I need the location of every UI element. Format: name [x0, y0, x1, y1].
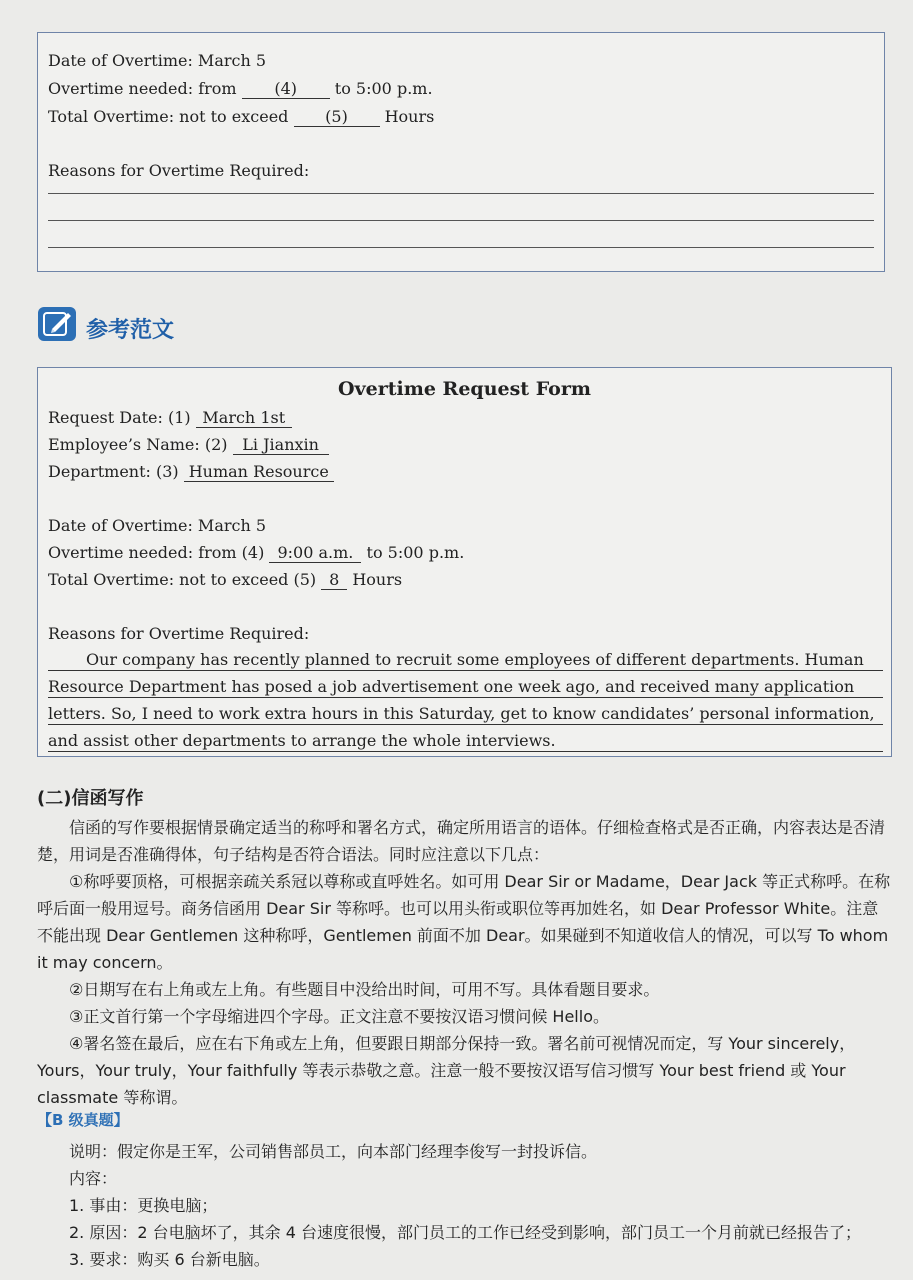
- blank-5[interactable]: (5): [294, 107, 380, 127]
- paragraph: ③正文首行第一个字母缩进四个字母。正文注意不要按汉语习惯问候 Hello。: [37, 1007, 609, 1026]
- department-value: Human Resource: [184, 462, 334, 482]
- employee-label: Employee’s Name: (2): [48, 435, 228, 454]
- request-date-value: March 1st: [196, 408, 292, 428]
- reasons-label: Reasons for Overtime Required:: [48, 624, 310, 643]
- request-date-line: [48, 408, 292, 428]
- reason-answer-line[interactable]: [48, 220, 874, 221]
- reason-answer-line[interactable]: [48, 193, 874, 194]
- list-item: 1. 事由：更换电脑；: [37, 1196, 218, 1215]
- instruction: 说明：假定你是王军，公司销售部员工，向本部门经理李俊写一封投诉信。: [37, 1142, 598, 1161]
- section-heading: 参考范文: [86, 318, 175, 343]
- total-overtime-value: 8: [321, 570, 347, 590]
- reason-line: Our company has recently planned to recruit some employees of different departments. Human: [48, 650, 883, 671]
- department-label: Department: (3): [48, 462, 179, 481]
- overtime-needed-label: Overtime needed: from: [48, 79, 237, 98]
- total-overtime-line: [48, 107, 434, 127]
- paragraph: ④署名签在最后，应在右下角或左上角，但要跟日期部分保持一致。署名前可视情况而定，写 Your sincerely，Yours，Your truly，Your faithfully 等表示恭敬之意。注意一般不要按汉语写信习惯写 Your best friend 或 Your classmate 等称谓。: [37, 1034, 856, 1107]
- list-item: 3. 要求：购买 6 台新电脑。: [37, 1250, 270, 1269]
- reason-answer-line[interactable]: [48, 247, 874, 248]
- overtime-needed-value: 9:00 a.m.: [269, 543, 361, 563]
- total-overtime-suffix: Hours: [352, 570, 403, 589]
- department-line: [48, 462, 334, 482]
- date-of-overtime: Date of Overtime: March 5: [48, 516, 267, 535]
- paragraph: ①称呼要顶格，可根据亲疏关系冠以尊称或直呼姓名。如可用 Dear Sir or Madame，Dear Jack 等正式称呼。在称呼后面一般用逗号。商务信函用 Dear Sir 等称呼。也可以用头衔或职位等再加姓名，如 Dear Professor White。注意不能出现 Dear Gentlemen 这种称呼，Gentlemen 前面不加 Dear。如果碰到不知道收信人的情况，可以写 To whom it may concern。: [37, 872, 891, 972]
- letter-section-title: (二)信函写作: [37, 788, 144, 809]
- paragraph: ②日期写在右上角或左上角。有些题目中没给出时间，可用不写。具体看题目要求。: [37, 980, 660, 999]
- total-overtime-label: Total Overtime: not to exceed (5): [48, 570, 317, 589]
- blank-4[interactable]: (4): [242, 79, 330, 99]
- overtime-needed-label: Overtime needed: from (4): [48, 543, 265, 562]
- overtime-needed-suffix: to 5:00 p.m.: [366, 543, 465, 562]
- reason-line: letters. So, I need to work extra hours in this Saturday, get to know candidates’ personal information,: [48, 704, 883, 725]
- total-overtime-line: [48, 570, 402, 590]
- overtime-needed-suffix: to 5:00 p.m.: [334, 79, 433, 98]
- reasons-label: Reasons for Overtime Required:: [48, 161, 310, 180]
- total-overtime-label: Total Overtime: not to exceed: [48, 107, 289, 126]
- employee-line: [48, 435, 329, 455]
- request-date-label: Request Date: (1): [48, 408, 191, 427]
- exercise-form-box: [37, 32, 885, 272]
- date-of-overtime: Date of Overtime: March 5: [48, 51, 267, 70]
- list-item: 2. 原因：2 台电脑坏了，其余 4 台速度很慢，部门员工的工作已经受到影响，部门员工一个月前就已经报告了；: [37, 1223, 861, 1242]
- reason-line: and assist other departments to arrange the whole interviews.: [48, 731, 883, 752]
- sample-form-box: [37, 367, 892, 757]
- pencil-note-icon: [38, 307, 76, 341]
- paragraph: 信函的写作要根据情景确定适当的称呼和署名方式，确定所用语言的语体。仔细检查格式是否正确，内容表达是否清楚，用词是否准确得体，句子结构是否符合语法。同时应注意以下几点：: [37, 818, 886, 864]
- exam-tag: 【B 级真题】: [37, 1111, 129, 1129]
- reason-line: Resource Department has posed a job advertisement one week ago, and received many application: [48, 677, 883, 698]
- employee-value: Li Jianxin: [233, 435, 329, 455]
- overtime-needed-line: [48, 79, 433, 99]
- form-title: Overtime Request Form: [338, 378, 591, 400]
- content-label: 内容：: [37, 1169, 118, 1188]
- total-overtime-suffix: Hours: [384, 107, 435, 126]
- overtime-needed-line: [48, 543, 464, 563]
